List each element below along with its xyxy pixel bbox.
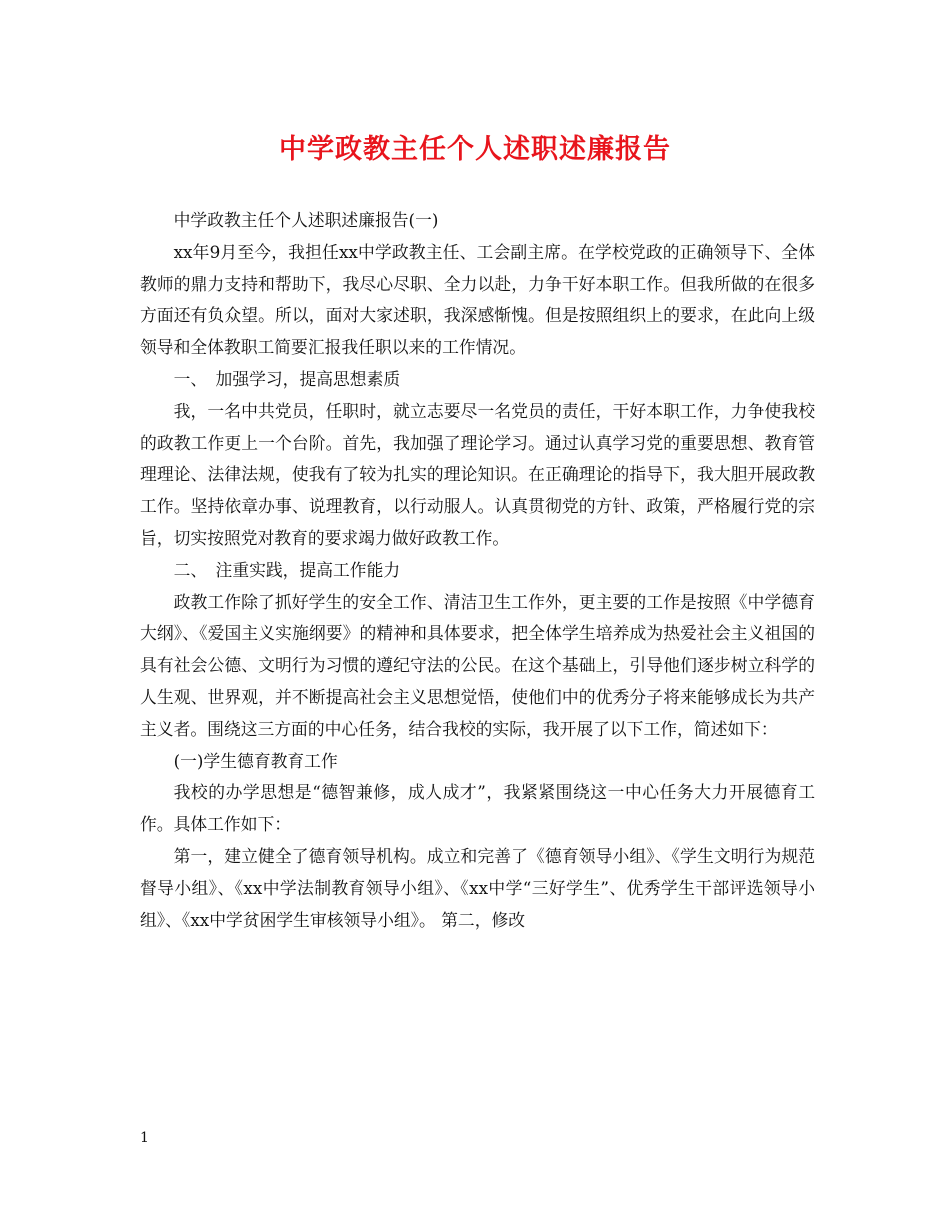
subsection-heading-moral-education: (一)学生德育教育工作 bbox=[173, 750, 338, 771]
page-number: 1 bbox=[140, 1130, 149, 1146]
paragraph-intro: xx年9月至今，我担任xx中学政教主任、工会副主席。在学校党政的正确领导下、全体教师的鼎力支持和帮助下，我尽心尽职、全力以赴，力争干好本职工作。但我所做的在很多方面还有负众望。所以，面对大家述职，我深感惭愧。但是按照组织上的要求，在此向上级领导和全体教职工简要汇报我任职以来的工作情况。 bbox=[140, 241, 815, 358]
section-heading-report-one: 中学政教主任个人述职述廉报告(一) bbox=[173, 210, 439, 230]
section-heading-two: 二、 注重实践，提高工作能力 bbox=[173, 559, 401, 580]
paragraph-study: 我，一名中共党员，任职时，就立志要尽一名党员的责任，干好本职工作，力争使我校的政教工作更上一个台阶。首先，我加强了理论学习。通过认真学习党的重要思想、教育管理理论、法律法规，使我有了较为扎实的理论知识。在正确理论的指导下，我大胆开展政教工作。坚持依章办事、说理教育，以行动服人。认真贯彻党的方针、政策，严格履行党的宗旨，切实按照党对教育的要求竭力做好政教工作。 bbox=[140, 400, 815, 548]
document-title: 中学政教主任个人述职述廉报告 bbox=[279, 134, 671, 165]
paragraph-first-measure: 第一，建立健全了德育领导机构。成立和完善了《德育领导小组》、《学生文明行为规范督导小组》、《xx中学法制教育领导小组》、《xx中学“三好学生”、优秀学生干部评选领导小组》、《xx中学贫困学生审核领导小组》。 第二，修改 bbox=[140, 845, 815, 930]
document-body bbox=[140, 205, 815, 936]
paragraph-practice: 政教工作除了抓好学生的安全工作、清洁卫生工作外，更主要的工作是按照《中学德育大纲》、《爱国主义实施纲要》的精神和具体要求，把全体学生培养成为热爱社会主义祖国的具有社会公德、文明行为习惯的遵纪守法的公民。在这个基础上，引导他们逐步树立科学的人生观、世界观，并不断提高社会主义思想觉悟，使他们中的优秀分子将来能够成长为共产主义者。围绕这三方面的中心任务，结合我校的实际，我开展了以下工作，简述如下： bbox=[140, 591, 815, 739]
paragraph-school-philosophy: 我校的办学思想是“德智兼修，成人成才”，我紧紧围绕这一中心任务大力开展德育工作。具体工作如下： bbox=[140, 782, 815, 835]
section-heading-one: 一、 加强学习，提高思想素质 bbox=[173, 368, 401, 389]
